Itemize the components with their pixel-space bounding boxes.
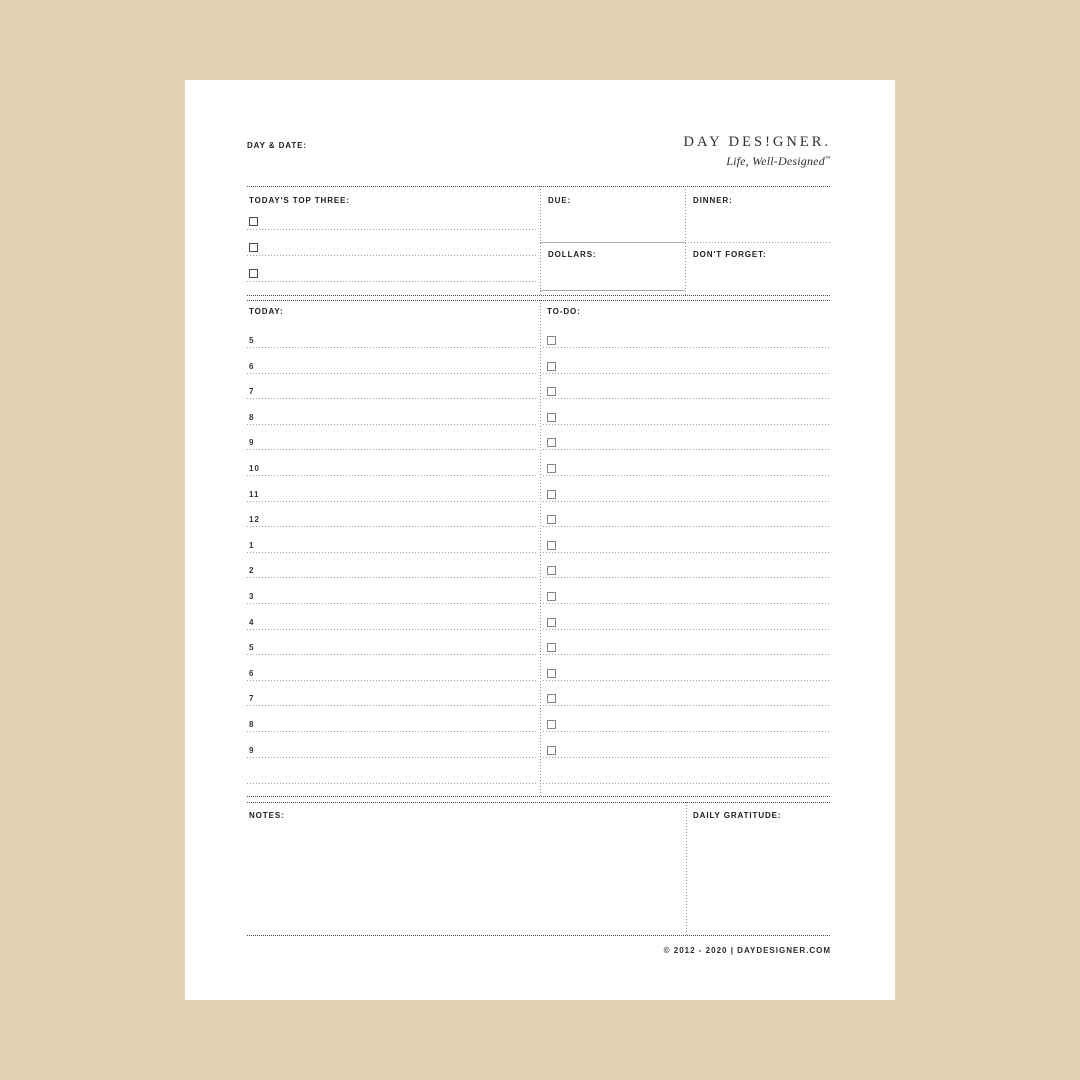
hour-label: 7 [249,387,255,397]
writing-line [543,731,831,732]
checkbox-icon [547,387,556,396]
brand-logo [684,134,832,169]
column-divider [685,186,686,296]
planner-page [185,80,895,1000]
writing-line [543,501,831,502]
checkbox-icon [249,243,258,252]
writing-line [247,501,537,502]
writing-line [543,449,831,450]
writing-line [543,757,831,758]
writing-line [543,654,831,655]
todo-row [543,661,831,681]
schedule-row [247,686,537,706]
todo-row [543,456,831,476]
todo-row [543,507,831,527]
checkbox-icon [547,438,556,447]
column-divider [686,802,687,936]
brand-tagline [684,154,832,169]
todo-row [543,430,831,450]
writing-line [247,424,537,425]
cell-divider [685,242,831,243]
schedule-row [247,507,537,527]
schedule-row [247,584,537,604]
todo-row [543,610,831,630]
writing-line [543,526,831,527]
checkbox-icon [249,269,258,278]
writing-line [543,424,831,425]
checkbox-icon [547,720,556,729]
writing-line [543,577,831,578]
top-three-panel [247,186,540,296]
hour-label: 6 [249,668,255,678]
writing-line [247,629,537,630]
cell-divider [540,290,685,291]
day-date-label: DAY & DATE: [247,141,307,150]
writing-line [247,783,537,784]
todo-row [543,635,831,655]
checkbox-icon [547,694,556,703]
section-border [247,802,831,803]
writing-line [247,577,537,578]
writing-line [543,705,831,706]
schedule-row [247,482,537,502]
hour-label: 4 [249,617,255,627]
schedule-row [247,558,537,578]
today-label: TODAY: [249,307,284,316]
writing-line [247,229,537,230]
writing-line [543,552,831,553]
writing-line [543,475,831,476]
column-divider [540,300,541,797]
top-three-row [247,269,537,282]
writing-line [247,705,537,706]
notes-section [247,802,831,936]
todo-row [543,712,831,732]
todo-row [543,482,831,502]
writing-line [247,757,537,758]
hour-label: 6 [249,361,255,371]
brand-title: DAY DES!GNER. [683,134,831,150]
todo-row [543,584,831,604]
checkbox-icon [547,592,556,601]
hour-label: 8 [249,720,255,729]
checkbox-icon [547,566,556,575]
writing-line [543,603,831,604]
checkbox-icon [547,746,556,755]
schedule-row [247,635,537,655]
writing-line [543,680,831,681]
cell-divider [540,242,685,243]
hour-label: 5 [249,336,255,345]
hour-label: 8 [249,412,255,422]
writing-line [247,680,537,681]
checkbox-icon [547,541,556,550]
schedule-row [247,328,537,348]
schedule-row [247,661,537,681]
top-three-row [247,243,537,256]
checkbox-icon [249,217,258,226]
section-border [247,300,831,301]
writing-line [247,731,537,732]
copyright-footer: © 2012 - 2020 | DAYDESIGNER.COM [663,946,831,955]
hour-label: 7 [249,694,255,704]
hour-label: 10 [249,464,260,473]
writing-line [247,281,537,282]
todo-row [543,328,831,348]
todo-row [543,405,831,425]
schedule-row [247,610,537,630]
daily-gratitude-label: DAILY GRATITUDE: [693,811,782,820]
checkbox-icon [547,643,556,652]
todo-row [543,558,831,578]
writing-line [543,347,831,348]
todo-row [543,738,831,758]
hour-label: 3 [249,592,255,601]
writing-line [543,398,831,399]
checkbox-icon [547,362,556,371]
schedule-row [247,738,537,758]
writing-line [247,603,537,604]
checkbox-icon [547,618,556,627]
writing-line [543,629,831,630]
hour-label: 2 [249,566,255,576]
column-divider [540,186,541,296]
trademark-symbol: ™ [824,156,831,162]
brand-tagline-text: Life, Well-Designed [726,154,825,168]
todo-row [543,686,831,706]
schedule-row [247,430,537,450]
notes-label: NOTES: [249,811,285,820]
hour-label: 11 [249,489,260,499]
checkbox-icon [547,515,556,524]
schedule-row [247,405,537,425]
writing-line [247,347,537,348]
schedule-row [247,379,537,399]
writing-line [247,475,537,476]
schedule-row [247,456,537,476]
hour-label: 12 [249,515,260,525]
top-three-row [247,217,537,230]
dinner-label: DINNER: [693,196,733,205]
due-label: DUE: [548,196,572,205]
hour-label: 9 [249,438,255,448]
checkbox-icon [547,336,556,345]
writing-line [247,373,537,374]
checkbox-icon [547,490,556,499]
top-summary-section [247,186,831,296]
writing-line [247,526,537,527]
schedule-section [247,300,831,797]
checkbox-icon [547,464,556,473]
dollars-label: DOLLARS: [548,250,597,259]
section-border [247,796,831,797]
checkbox-icon [547,669,556,678]
dont-forget-label: DON'T FORGET: [693,250,767,259]
writing-line [543,373,831,374]
hour-label: 9 [249,745,255,755]
checkbox-icon [547,413,556,422]
hour-label: 5 [249,643,255,653]
schedule-row [247,354,537,374]
writing-line [247,552,537,553]
writing-line [247,449,537,450]
todo-row [543,354,831,374]
writing-line [247,654,537,655]
writing-line [247,255,537,256]
schedule-row [247,712,537,732]
writing-line [543,783,831,784]
section-border [247,935,831,936]
schedule-row [247,533,537,553]
todo-label: TO-DO: [547,307,581,316]
todo-row [543,533,831,553]
hour-label: 1 [249,540,255,550]
writing-line [247,398,537,399]
top-three-label: TODAY'S TOP THREE: [249,196,350,205]
todo-row [543,379,831,399]
